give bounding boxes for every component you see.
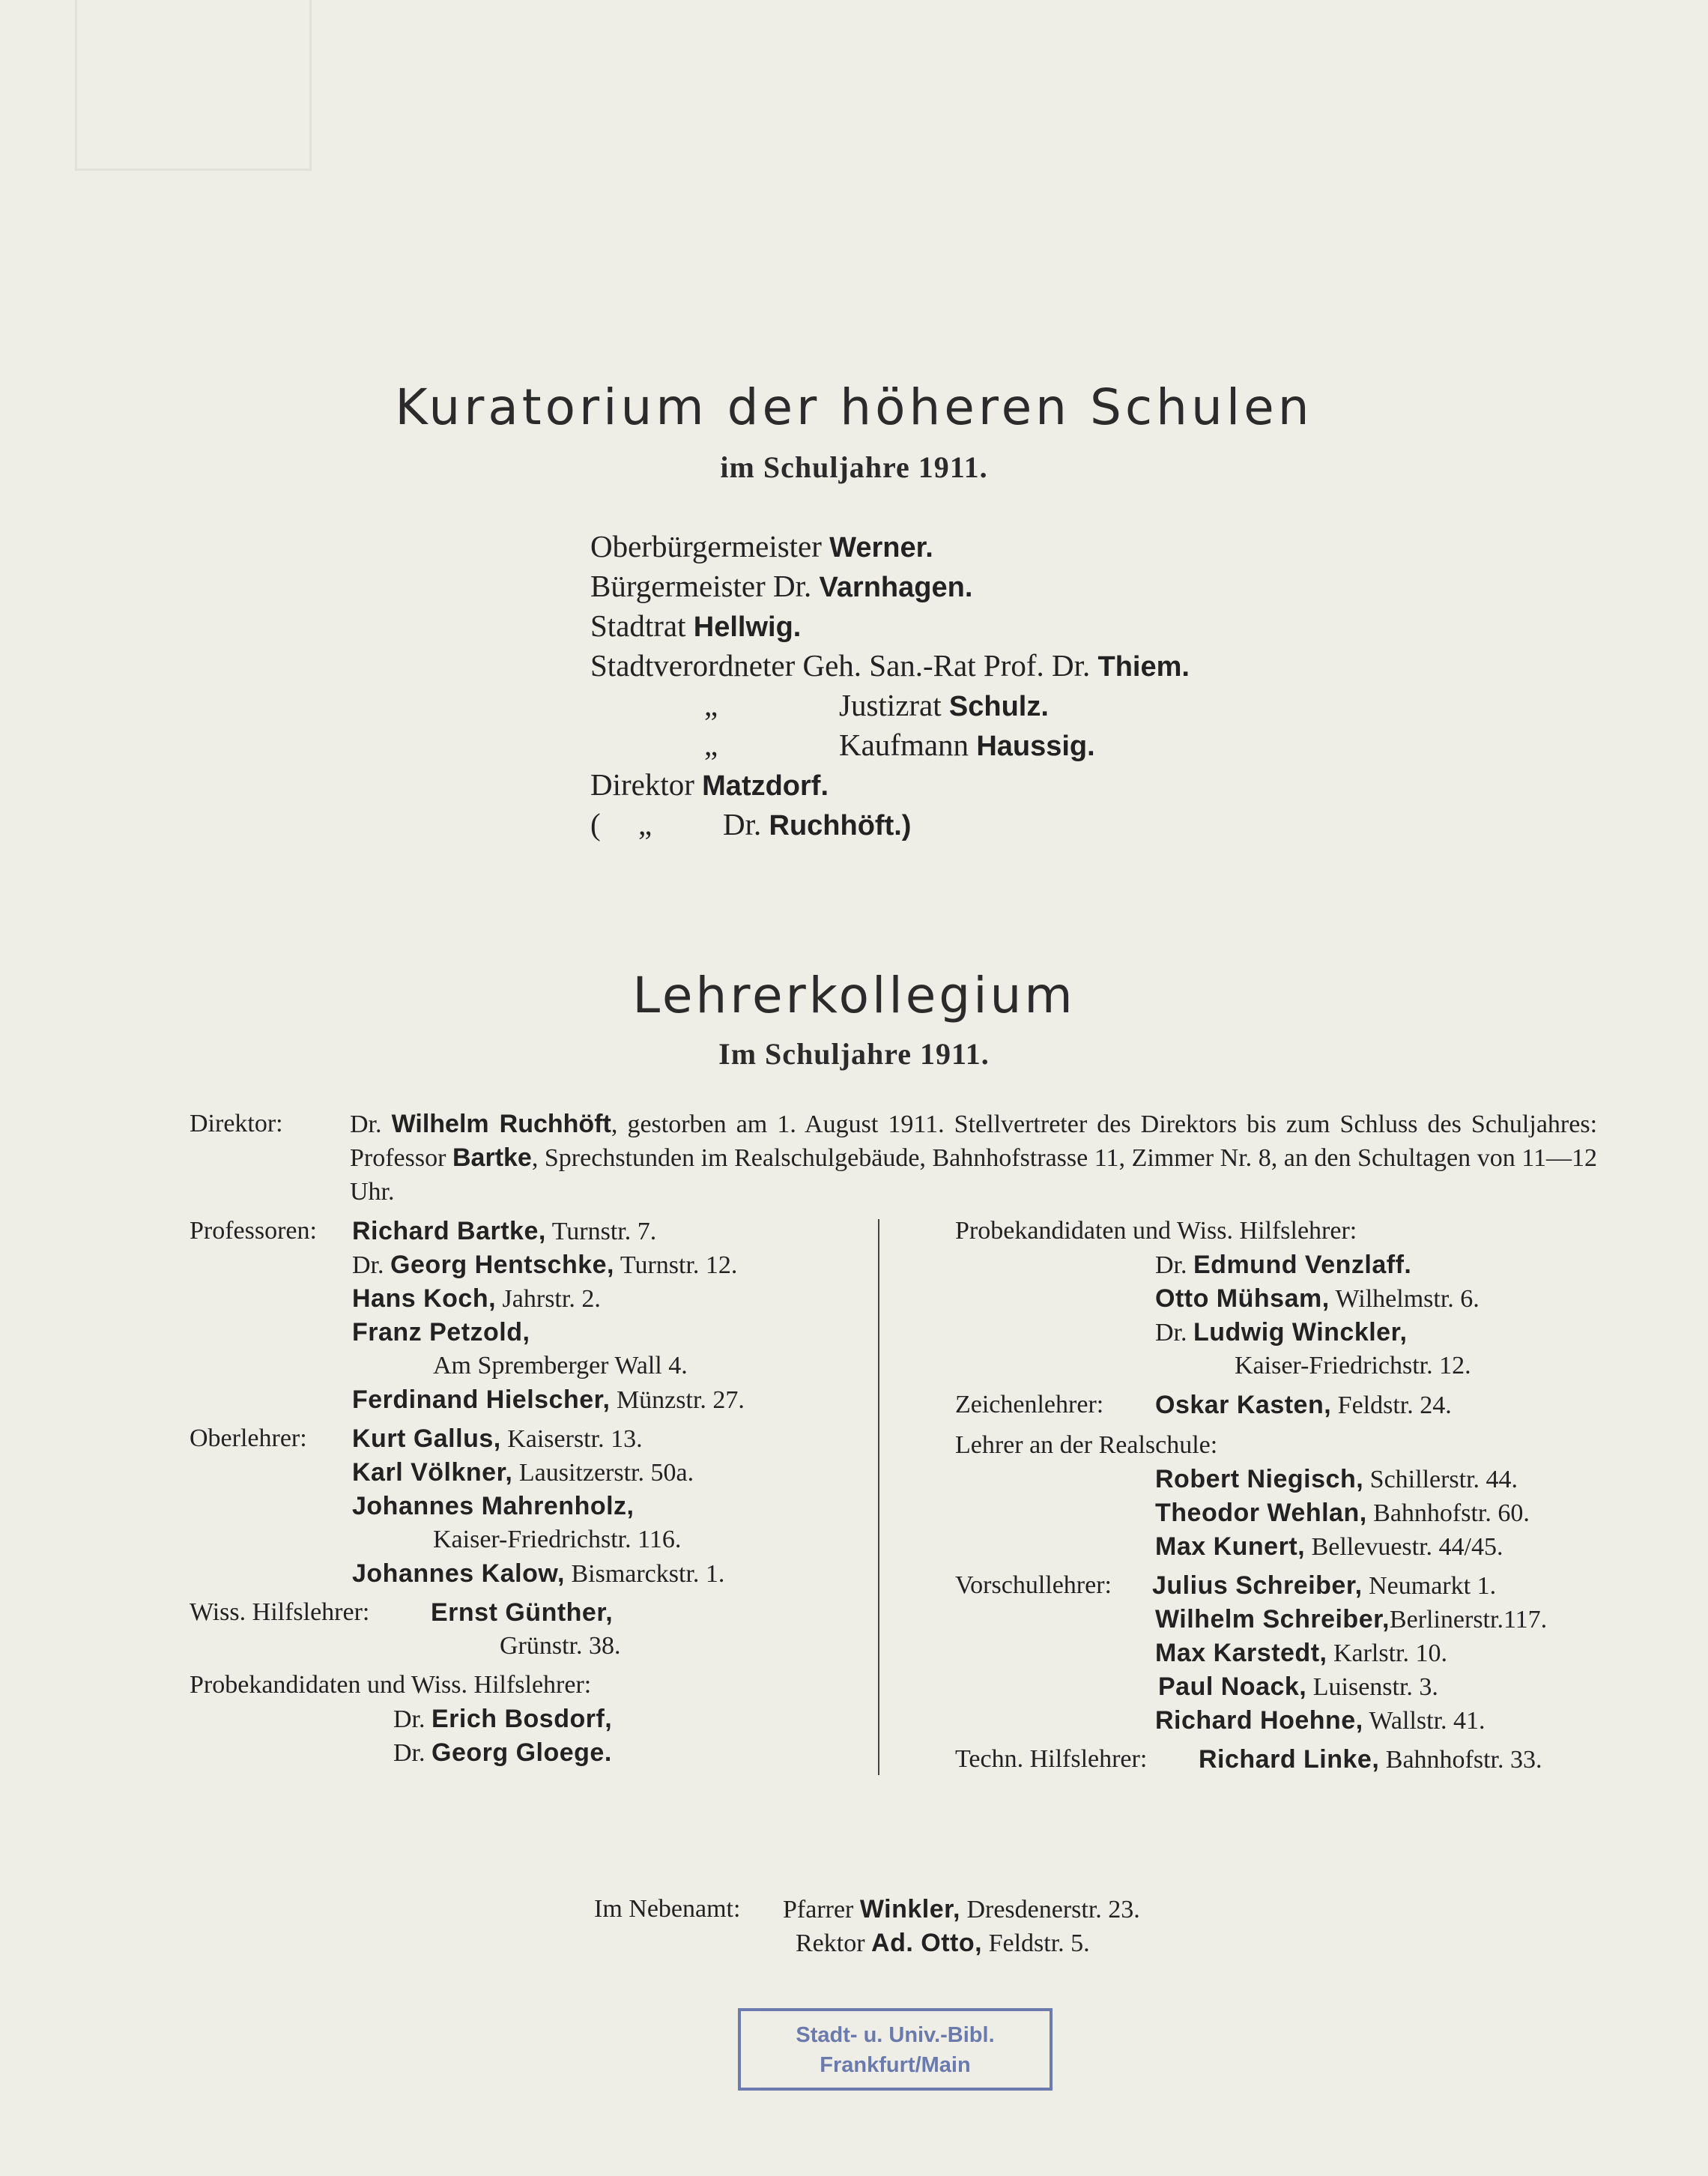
teacher-entry: Dr. Georg Gloege. [393, 1738, 612, 1767]
ditto-mark: „ [704, 728, 718, 762]
teacher-entry: Theodor Wehlan, Bahnhofstr. 60. [1155, 1499, 1530, 1527]
kollegium-title: Lehrerkollegium [632, 967, 1076, 1024]
kuratorium-member: Dr. Ruchhöft.) [723, 807, 912, 841]
teacher-entry: Ferdinand Hielscher, Münzstr. 27. [352, 1385, 745, 1414]
realschule-label: Lehrer an der Realschule: [955, 1431, 1218, 1459]
teacher-entry: Ernst Günther, [431, 1598, 614, 1627]
nebenamt-entry: Rektor Ad. Otto, Feldstr. 5. [796, 1929, 1090, 1957]
kuratorium-title: Kuratorium der höheren Schulen [395, 378, 1313, 436]
kuratorium-member: Justizrat Schulz. [839, 688, 1049, 722]
teacher-entry: Dr. Edmund Venzlaff. [1155, 1251, 1412, 1279]
teacher-entry: Johannes Mahrenholz, [352, 1492, 635, 1520]
oberlehrer-label: Oberlehrer: [190, 1424, 307, 1452]
faded-library-stamp [75, 0, 312, 171]
column-divider [878, 1219, 879, 1775]
direktor-label: Direktor: [190, 1110, 283, 1137]
zeichenlehrer-label: Zeichenlehrer: [955, 1391, 1104, 1418]
teacher-entry: Otto Mühsam, Wilhelmstr. 6. [1155, 1284, 1480, 1313]
library-stamp [738, 2008, 1053, 2091]
ditto-mark: „ [638, 807, 652, 841]
kollegium-subtitle: Im Schuljahre 1911. [718, 1037, 990, 1071]
ditto-mark: „ [704, 688, 718, 722]
professoren-label: Professoren: [190, 1217, 317, 1245]
teacher-entry: Dr. Georg Hentschke, Turnstr. 12. [352, 1251, 738, 1279]
teacher-entry: Richard Linke, Bahnhofstr. 33. [1199, 1745, 1542, 1774]
teacher-entry: Richard Bartke, Turnstr. 7. [352, 1217, 657, 1245]
nebenamt-entry: Pfarrer Winkler, Dresdenerstr. 23. [783, 1895, 1140, 1923]
teacher-entry: Wilhelm Schreiber,Berlinerstr.117. [1155, 1605, 1548, 1633]
kuratorium-member: Bürgermeister Dr. Varnhagen. [590, 569, 973, 603]
kuratorium-member: Direktor Matzdorf. [590, 767, 829, 802]
teacher-entry: Hans Koch, Jahrstr. 2. [352, 1284, 601, 1313]
teacher-entry: Richard Hoehne, Wallstr. 41. [1155, 1706, 1486, 1735]
probekandidaten-label: Probekandidaten und Wiss. Hilfslehrer: [955, 1217, 1357, 1245]
stamp-line: Stadt- u. Univ.-Bibl. [796, 2023, 995, 2047]
teacher-entry: Dr. Erich Bosdorf, [393, 1705, 613, 1733]
teacher-entry: Johannes Kalow, Bismarckstr. 1. [352, 1559, 725, 1588]
teacher-entry: Karl Völkner, Lausitzerstr. 50a. [352, 1458, 694, 1487]
teacher-entry: Oskar Kasten, Feldstr. 24. [1155, 1391, 1452, 1419]
kuratorium-subtitle: im Schuljahre 1911. [720, 450, 988, 484]
vorschullehrer-label: Vorschullehrer: [955, 1571, 1112, 1599]
probekandidaten-label: Probekandidaten und Wiss. Hilfslehrer: [190, 1671, 592, 1699]
teacher-entry: Kurt Gallus, Kaiserstr. 13. [352, 1424, 643, 1453]
open-paren: ( [590, 807, 601, 841]
teacher-entry: Julius Schreiber, Neumarkt 1. [1152, 1571, 1497, 1600]
teacher-entry: Max Kunert, Bellevuestr. 44/45. [1155, 1532, 1503, 1561]
kuratorium-member: Stadtrat Hellwig. [590, 608, 802, 643]
teacher-entry: Max Karstedt, Karlstr. 10. [1155, 1639, 1448, 1667]
nebenamt-label: Im Nebenamt: [594, 1895, 741, 1923]
direktor-paragraph: Dr. Wilhelm Ruchhöft, gestorben am 1. August 1911. Stellvertreter des Direktors bis zum Schluss des Schuljahres: Professor Bartke, Sprechstunden im Realschulgebäude, Bahnhofstrasse 11, Zimmer Nr. 8, an den Schultagen von 11—12 Uhr. [350, 1110, 1598, 1206]
teacher-address: Kaiser-Friedrichstr. 12. [1235, 1352, 1471, 1379]
teacher-address: Am Spremberger Wall 4. [433, 1352, 688, 1379]
wiss-hilfslehrer-label: Wiss. Hilfslehrer: [190, 1598, 370, 1626]
kuratorium-member: Stadtverordneter Geh. San.-Rat Prof. Dr. Thiem. [590, 648, 1190, 683]
teacher-entry: Robert Niegisch, Schillerstr. 44. [1155, 1465, 1518, 1493]
teacher-entry: Franz Petzold, [352, 1318, 530, 1347]
kuratorium-member: Oberbürgermeister Werner. [590, 529, 933, 563]
techn-hilfslehrer-label: Techn. Hilfslehrer: [955, 1745, 1148, 1773]
kuratorium-member: Kaufmann Haussig. [839, 728, 1095, 762]
teacher-address: Kaiser-Friedrichstr. 116. [433, 1526, 682, 1553]
teacher-entry: Paul Noack, Luisenstr. 3. [1158, 1672, 1438, 1701]
teacher-address: Grünstr. 38. [500, 1632, 621, 1660]
teacher-entry: Dr. Ludwig Winckler, [1155, 1318, 1408, 1347]
stamp-line: Frankfurt/Main [820, 2053, 971, 2077]
